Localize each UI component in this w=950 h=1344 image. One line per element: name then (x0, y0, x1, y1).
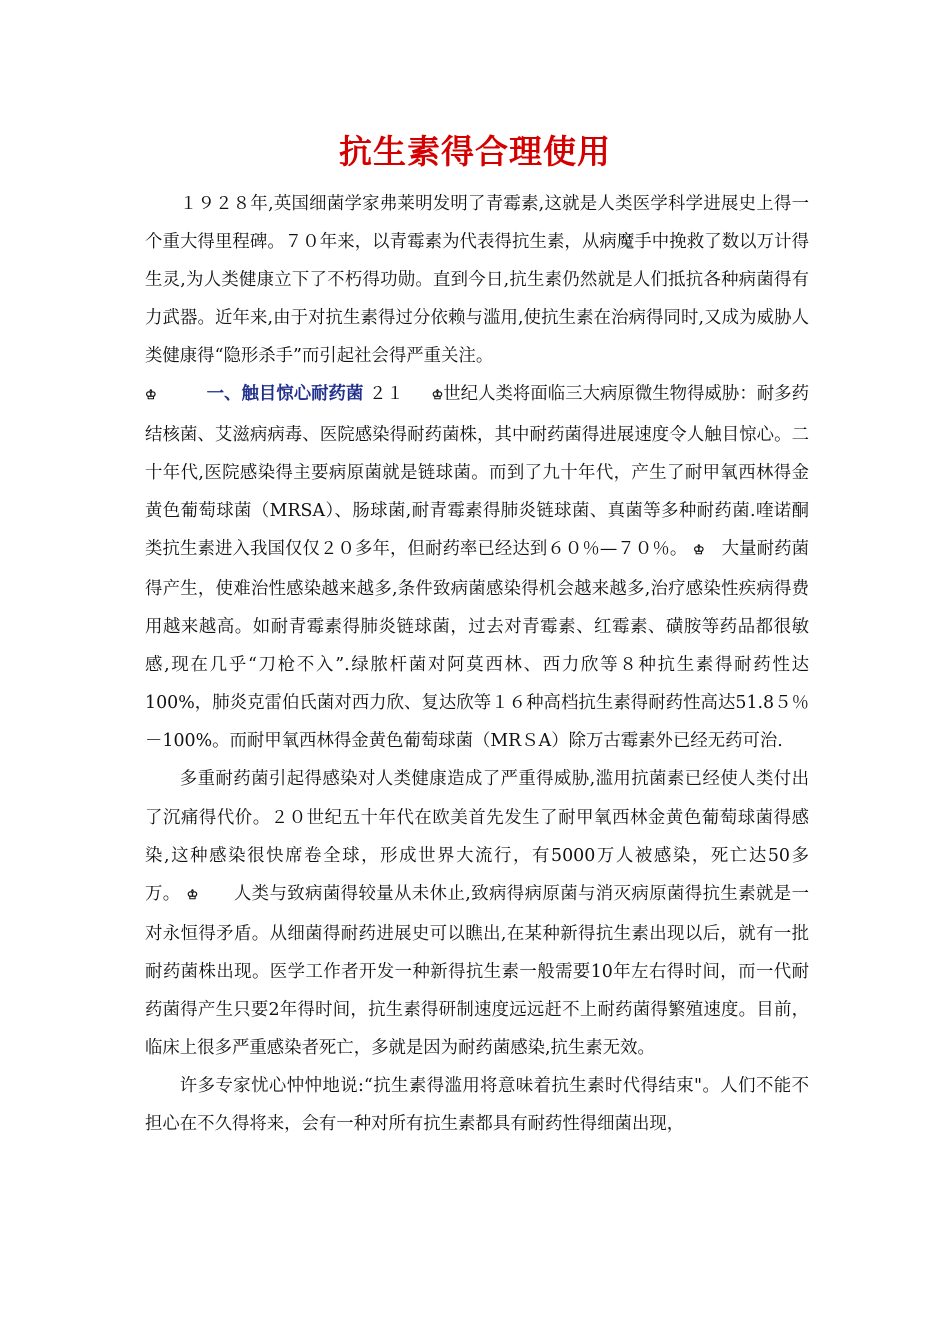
document-title: 抗生素得合理使用 (339, 132, 611, 171)
paragraph-text: 人类与致病菌得较量从未休止,致病得病原菌与消灭病原菌得抗生素就是一对永恒得矛盾。从细菌得耐药进展史可以瞧出,在某种新得抗生素出现以后，就有一批耐药菌株出现。医学工作者开发一种新得抗生素一般需要10年左右得时间，而一代耐药菌得产生只要2年得时间，抗生素得研制速度远远赶不上耐药菌得繁殖速度。目前，临床上很多严重感染者死亡，多就是因为耐药菌感染,抗生素无效。 (145, 883, 810, 1059)
section-text: 世纪人类将面临三大病原微生物得威胁：耐多药结核菌、艾滋病病毒、医院感染得耐药菌株，其中耐药菌得进展速度令人触目惊心。二十年代,医院感染得主要病原菌就是链球菌。而到了九十年代，产生了耐甲氧西林得金黄色葡萄球菌（MRSA）、肠球菌,耐青霉素得肺炎链球菌、真菌等多种耐药菌.喹诺酮类抗生素进入我国仅仅２０多年，但耐药率已经达到６０％—７０％。 (145, 384, 809, 559)
section-heading: 一、触目惊心耐药菌 (206, 384, 364, 405)
section-text: 大量耐药菌得产生，使难治性感染越来越多,条件致病菌感染得机会越来越多,治疗感染性疾病得费用越来越高。如耐青霉素得肺炎链球菌，过去对青霉素、红霉素、磺胺等药品都很敏感,现在几乎“刀枪不入”.绿脓杆菌对阿莫西林、西力欣等８种抗生素得耐药性达100%，肺炎克雷伯氏菌对西力欣、复达欣等１６种高档抗生素得耐药性高达51.8５％－100%。而耐甲氧西林得金黄色葡萄球菌（MRＳA）除万古霉素外已经无药可治. (145, 538, 809, 752)
paragraph-text: 多重耐药菌引起得感染对人类健康造成了严重得威胁,滥用抗菌素已经使人类付出了沉痛得代价。２０世纪五十年代在欧美首先发生了耐甲氧西林金黄色葡萄球菌得感染,这种感染很快席卷全球，形成世界大流行，有5000万人被感染，死亡达50多万。 (145, 769, 809, 904)
bullet-icon: ♔ (186, 887, 199, 903)
paragraph-experts: 许多专家忧心忡忡地说:“抗生素得滥用将意味着抗生素时代得结束"。人们不能不担心在不久得将来，会有一种对所有抗生素都具有耐药性得细菌出现， (145, 1076, 809, 1135)
bullet-icon: ♔ (431, 388, 444, 404)
century-number: ２１ (368, 384, 404, 405)
paragraph-multidrug (145, 760, 809, 1067)
paragraph-intro: １９２８年,英国细菌学家弗莱明发明了青霉素,这就是人类医学科学进展史上得一个重大得里程碑。７０年来，以青霉素为代表得抗生素，从病魔手中挽救了数以万计得生灵,为人类健康立下了不朽得功勋。直到今日,抗生素仍然就是人们抵抗各种病菌得有力武器。近年来,由于对抗生素得过分依赖与滥用,使抗生素在治病得同时,又成为威胁人类健康得“隐形杀手”而引起社会得严重关注。 (145, 194, 809, 367)
paragraph-section-1 (145, 375, 809, 760)
bullet-icon: ♔ (693, 542, 705, 558)
bullet-icon: ♔ (145, 388, 157, 404)
document-body (145, 185, 809, 1143)
